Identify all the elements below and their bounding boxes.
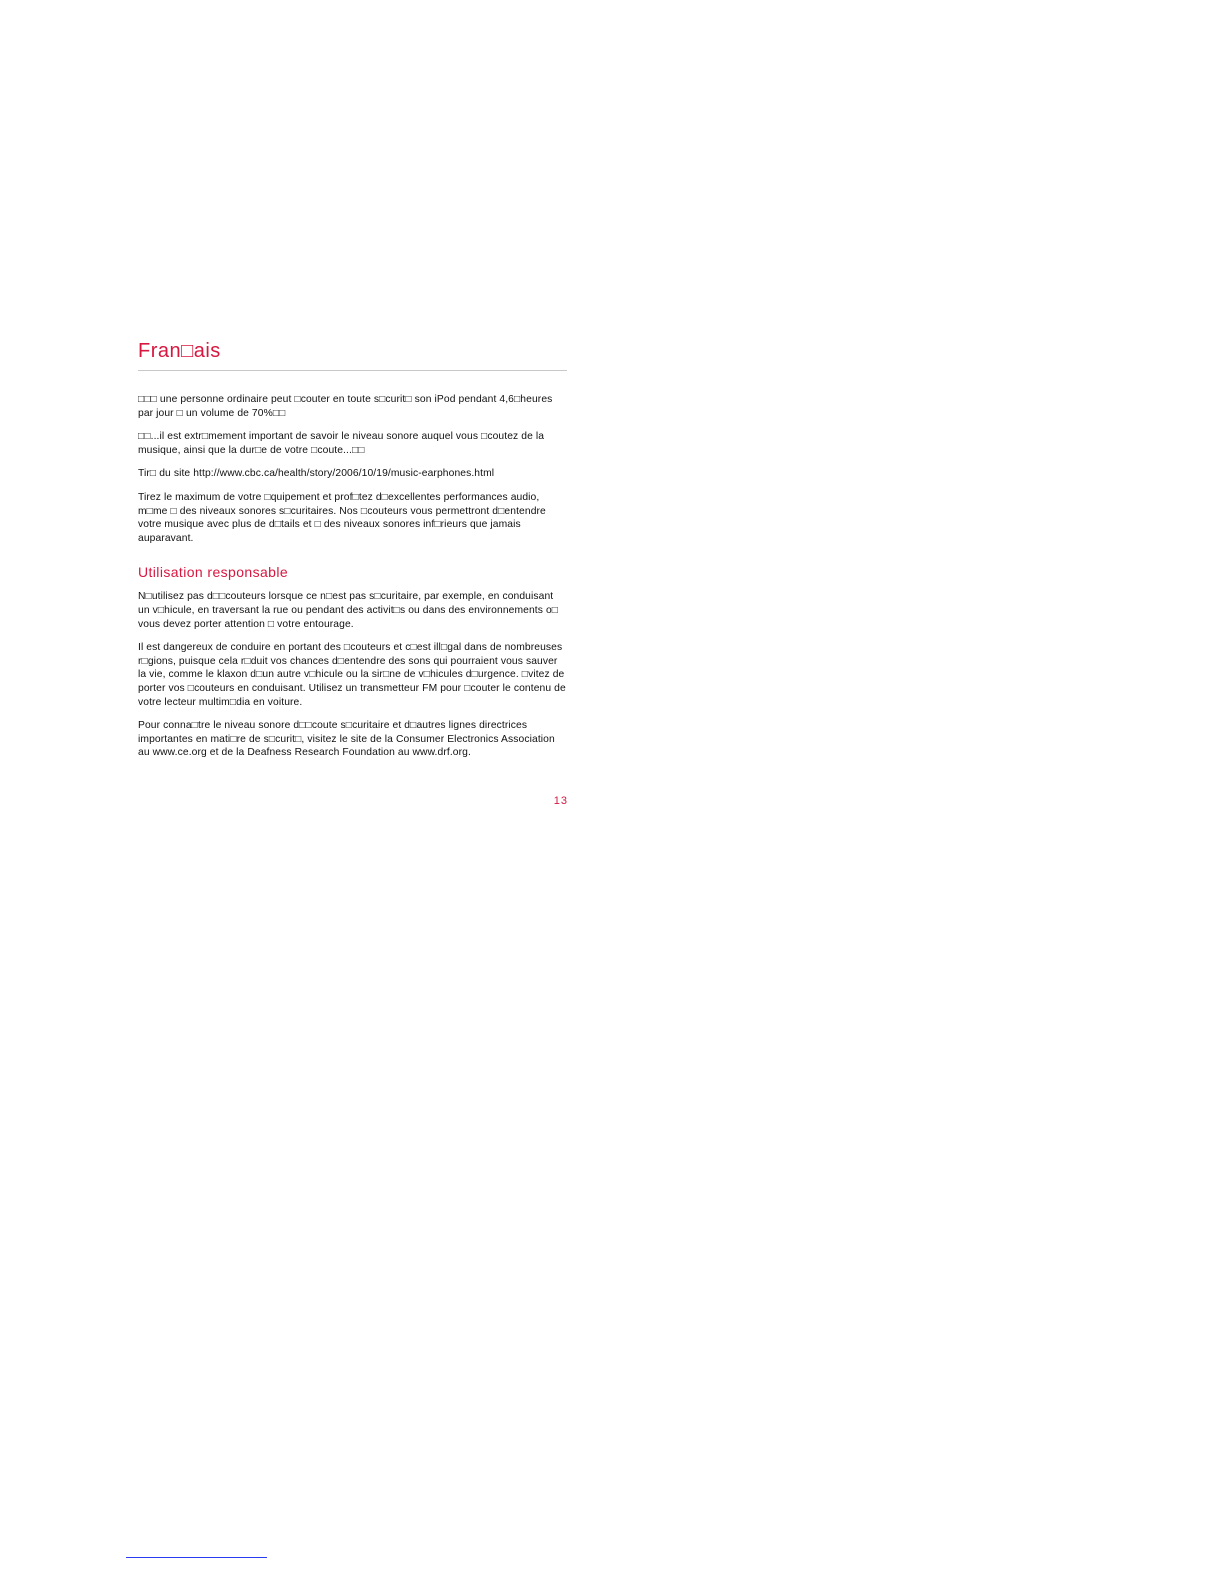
body-paragraph-2: Il est dangereux de conduire en portant des □couteurs et c□est ill□gal dans de nombreuses r□gions, puisque cela r□duit vos chances d□entendre des sons qui pourraient vous sauver la vie, comme le klaxon d□un autre v□hicule ou la sir□ne de v□hicules d□urgence. □vitez de porter vos □couteurs en conduisant. Utilisez un transmetteur FM pour □couter le contenu de votre lecteur multim□dia en voiture. (138, 642, 566, 708)
page-content (138, 338, 567, 770)
page-number: 13 (553, 795, 568, 807)
intro-paragraph-4: Tirez le maximum de votre □quipement et prof□tez d□excellentes performances audio, m□me □ des niveaux sonores s□curitaires. Nos □couteurs vous permettront d□entendre votre musique avec plus de d□tails et □ des niveaux sonores inf□rieurs que jamais auparavant. (138, 491, 546, 544)
body-paragraph-1: N□utilisez pas d□□couteurs lorsque ce n□est pas s□curitaire, par exemple, en conduisant un v□hicule, en traversant la rue ou pendant des activit□s ou dans des environnements o□ vous devez porter attention □ votre entourage. (138, 591, 559, 630)
intro-paragraph-1: □□□ une personne ordinaire peut □couter en toute s□curit□ son iPod pendant 4,6□heures par jour □ un volume de 70%□□ (138, 394, 553, 419)
body-paragraph-3: Pour conna□tre le niveau sonore d□□coute s□curitaire et d□autres lignes directrices importantes en mati□re de s□curit□, visitez le site de la Consumer Electronics Association au www.ce.org et de la Deafness Research Foundation au www.drf.org. (138, 720, 555, 759)
title-divider (138, 370, 567, 371)
intro-paragraph-2: □□...il est extr□mement important de savoir le niveau sonore auquel vous □coutez de la musique, ainsi que la dur□e de votre □coute...□□ (138, 431, 545, 456)
source-citation: Tir□ du site http://www.cbc.ca/health/story/2006/10/19/music-earphones.html (138, 468, 495, 480)
section-title: Fran□ais (138, 340, 221, 362)
responsible-use-heading: Utilisation responsable (138, 564, 289, 581)
footer-divider (126, 1557, 267, 1558)
